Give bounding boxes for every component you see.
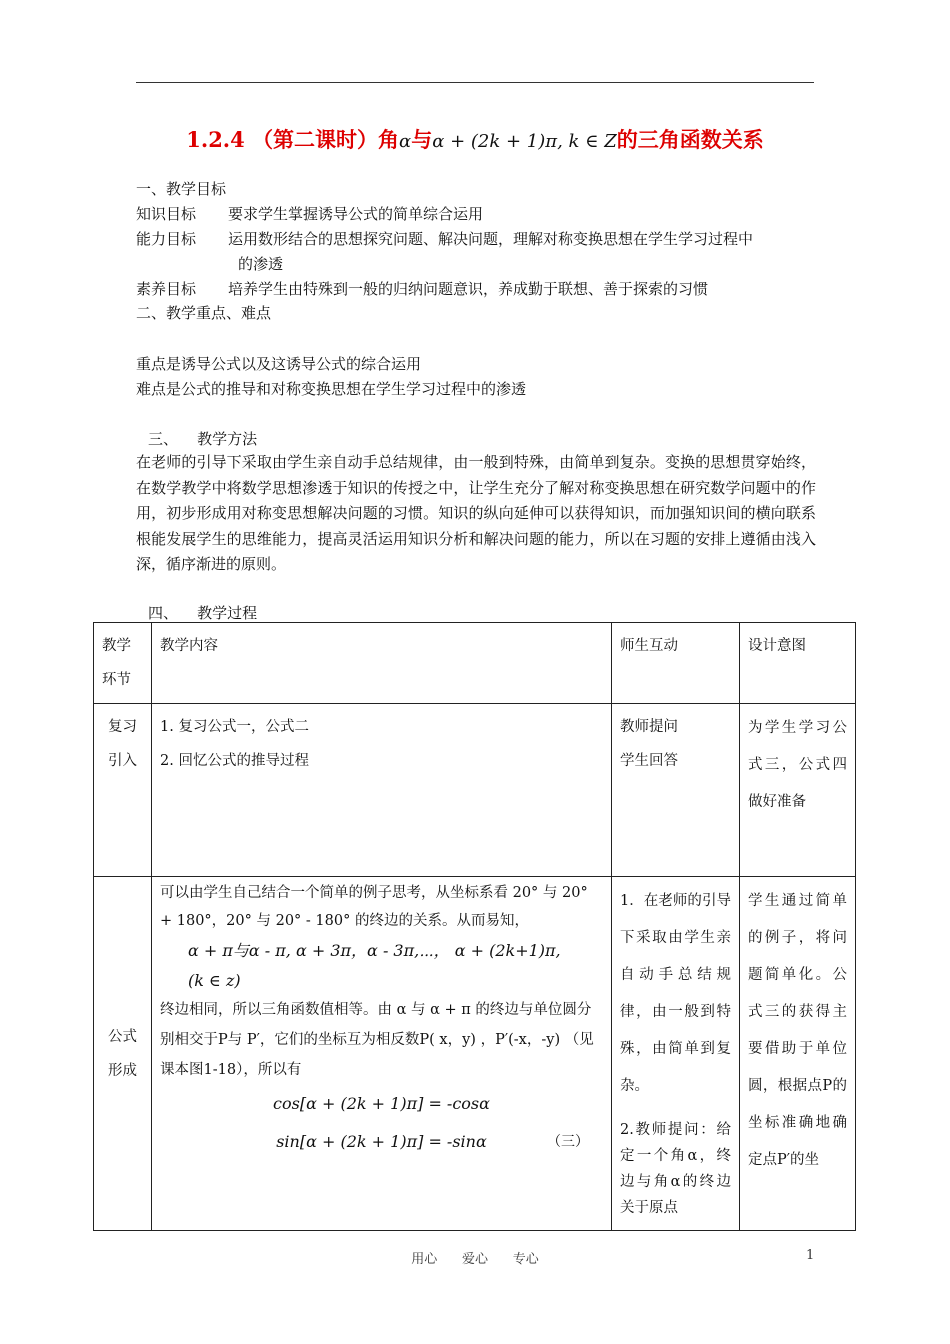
content-review: 1. 复习公式一，公式二 2. 回忆公式的推导过程 xyxy=(152,704,612,877)
intent-formula: 学生通过简单的例子，将问题简单化。公式三的获得主要借助于单位圆，根据点P的坐标准确地确定点P′的坐 xyxy=(740,877,856,1231)
difficult-point: 难点是公式的推导和对称变换思想在学生学习过程中的渗透 xyxy=(136,380,527,398)
header-intent: 设计意图 xyxy=(740,623,856,704)
page-number: 1 xyxy=(806,1248,815,1263)
page-title: 1.2.4 （第二课时）角α与α + (2k + 1)π, k ∈ Z的三角函数关系 xyxy=(186,127,764,152)
equation-cos: cos[α + (2k + 1)π] = -cosα xyxy=(273,1094,490,1113)
footer-slogan: 用心 爱心 专心 xyxy=(411,1252,539,1267)
stage-formula: 公式形成 xyxy=(94,877,152,1231)
table-row xyxy=(94,877,856,1231)
content-formula: 可以由学生自己结合一个简单的例子思考，从坐标系看 20° 与 20° + 180°，20° 与 20° - 180° 的终边的关系。从而易知， α + π与α - π, α + 3π，α - 3π,⋯， α + (2k+1)π, (k ∈ z) 终边相同，所以三角函数值相等。由 α 与 α + π 的终边与单位圆分别相交于P与 P′，它们的坐标互为相反数P( x，y) ，P′(-x，-y) （见课本图1-18），所以有 cos[α + (2k + 1)π] = -cosα sin[α + (2k + 1)π] = -sinα （三） xyxy=(152,877,612,1231)
table-header-row xyxy=(94,623,856,704)
interaction-formula: 1．在老师的引导下采取由学生亲自动手总结规律，由一般到特殊，由简单到复杂。 2.教师提问：给定一个角α，终边与角α的终边关于原点 xyxy=(612,877,740,1231)
goal-literacy: 素养目标 培养学生由特殊到一般的归纳问题意识，养成勤于联想、善于探索的习惯 xyxy=(136,280,709,298)
header-stage: 教学环节 xyxy=(94,623,152,704)
section-1-heading: 一、教学目标 xyxy=(136,180,227,198)
section-4-heading: 四、 教学过程 xyxy=(148,604,258,622)
interaction-review: 教师提问 学生回答 xyxy=(612,704,740,877)
goal-ability-cont: 的渗透 xyxy=(238,255,284,273)
header-content: 教学内容 xyxy=(152,623,612,704)
header-interaction: 师生互动 xyxy=(612,623,740,704)
process-table xyxy=(93,622,856,1231)
table-row xyxy=(94,704,856,877)
method-paragraph: 在老师的引导下采取由学生亲自动手总结规律，由一般到特殊，由简单到复杂。变换的思想贯穿始终，在数学教学中将数学思想渗透于知识的传授之中，让学生充分了解对称变换思想在研究数学问题中的作用，初步形成用对称变思想解决问题的习惯。知识的纵向延伸可以获得知识，而加强知识间的横向联系根能发展学生的思维能力，提高灵活运用知识分析和解决问题的能力，所以在习题的安排上遵循由浅入深，循序渐进的原则。 xyxy=(136,453,816,573)
section-3-heading: 三、 教学方法 xyxy=(148,430,258,448)
goal-ability: 能力目标 运用数形结合的思想探究问题、解决问题，理解对称变换思想在学生学习过程中 xyxy=(136,230,754,248)
equation-sin: sin[α + (2k + 1)π] = -sinα （三） xyxy=(160,1123,603,1161)
equation-tag: （三） xyxy=(547,1134,589,1150)
stage-review: 复习引入 xyxy=(94,704,152,877)
section-2-heading: 二、教学重点、难点 xyxy=(136,304,272,322)
intent-review: 为学生学习公式三，公式四做好准备 xyxy=(740,704,856,877)
key-point: 重点是诱导公式以及这诱导公式的综合运用 xyxy=(136,355,422,373)
top-rule xyxy=(136,82,814,83)
goal-knowledge: 知识目标 要求学生掌握诱导公式的简单综合运用 xyxy=(136,205,484,223)
